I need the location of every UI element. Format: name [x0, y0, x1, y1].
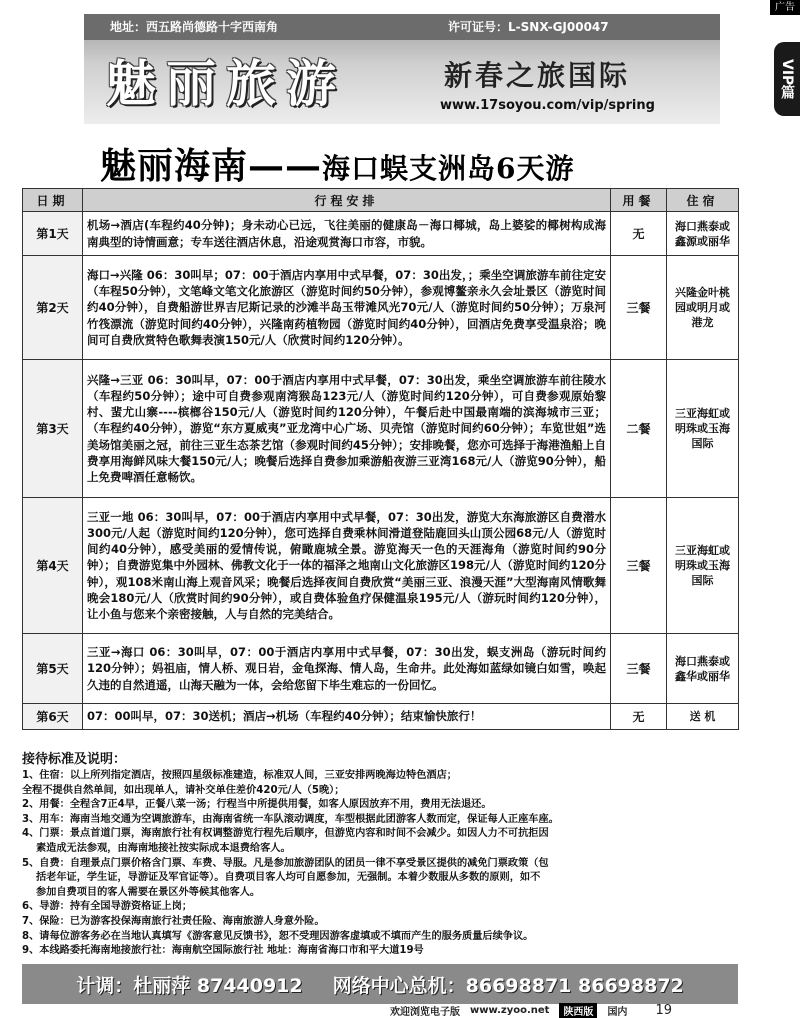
itinerary-cell: 海口→兴隆 06：30叫早；07：00于酒店内享用中式早餐，07：30出发，；乘坐空调旅游车前往定安（车程50分钟），文笔峰文笔文化旅游区（游览时间约50分钟），参观博鳌亲永久会址景区（游览时间约40分钟），自费船游世界吉尼斯记录的沙滩半岛玉带滩风光70元/人（游览时间约50分钟）；万泉河竹筏漂流（游览时间约40分钟），兴隆南药植物园（游览时间约40分钟），回酒店免费享受温泉浴；晚间可自费欣赏特色歌舞表演150元/人（欣赏时间约120分钟）。 — [83, 256, 611, 360]
brand-logo-text: 魅丽旅游 — [106, 54, 346, 113]
brand-subtitle: 新春之旅国际 — [444, 59, 631, 92]
page-title — [100, 138, 575, 189]
list-item: 括老年证，学生证，导游证及军官证等）。自费项目客人均可自愿参加，无强制。本着少数服从多数的原则，如不 — [36, 872, 541, 884]
list-item: 素造成无法参观，由海南地接社按实际成本退费给客人。 — [36, 842, 291, 854]
planner-contact: 计调：杜丽萍 87440912 — [76, 974, 303, 997]
list-item: 5、自费：自理景点门票价格含门票、车费、导服。凡是参加旅游团队的团员一律不享受景区提供的减免门票政策（包 — [22, 857, 549, 869]
table-row — [23, 704, 739, 730]
itinerary-cell: 07：00叫早，07：30送机；酒店→机场（车程约40分钟）；结束愉快旅行！ — [83, 704, 611, 730]
list-item: 1、住宿：以上所列指定酒店，按照四星级标准建造，标准双人间，三亚安排两晚海边特色酒店； — [22, 770, 457, 781]
day-cell: 第4天 — [23, 498, 83, 634]
table-row — [23, 212, 739, 256]
day-cell: 第6天 — [23, 704, 83, 730]
itinerary-cell: 机场→酒店(车程约40分钟)；身未动心已远，飞往美丽的健康岛－海口椰城，岛上婆娑的椰树构成海南典型的诗情画意；专车送往酒店休息，沿途观赏海口市容，市貌。 — [83, 212, 611, 256]
terms-list — [22, 769, 738, 959]
list-item: 8、请每位游客务必在当地认真填写《游客意见反馈书》，恕不受理因游客虚填或不填而产生的服务质量后续争议。 — [22, 930, 534, 942]
col-header-itinerary: 行程安排 — [83, 189, 611, 212]
footer-section: 国内 — [607, 1006, 628, 1018]
vip-section-tab[interactable]: VIP篇 — [774, 42, 800, 116]
list-item: 2、用餐：全程含7正4早，正餐八菜一汤；行程当中所提供用餐，如客人原因放弃不用，费用无法退还。 — [22, 799, 492, 811]
terms-section — [22, 748, 738, 959]
day-cell: 第3天 — [23, 360, 83, 498]
footer-site-link[interactable]: www.zyoo.net — [470, 1004, 550, 1016]
hotel-cell: 兴隆金叶桃园或明月或港龙 — [667, 256, 739, 360]
table-row — [23, 634, 739, 704]
itinerary-table — [22, 188, 739, 730]
license-number: 许可证号：L-SNX-GJ00047 — [448, 20, 609, 34]
list-item: 4、门票：景点首道门票，海南旅行社有权调整游览行程先后顺序，但游览内容和时间不会减少。如因人力不可抗拒因 — [22, 828, 549, 840]
title-sub: 海口蜈支洲岛6天游 — [322, 152, 575, 185]
terms-title: 接待标准及说明： — [22, 752, 127, 767]
meal-cell: 三餐 — [611, 498, 667, 634]
title-main: 魅丽海南—— — [100, 145, 323, 187]
hotel-cell: 三亚海虹或明珠或玉海国际 — [667, 498, 739, 634]
ad-badge: 广告 — [770, 0, 800, 15]
header-banner — [84, 14, 720, 124]
itinerary-cell: 兴隆→三亚 06：30叫早，07：00于酒店内享用中式早餐，07：30出发，乘坐空调旅游车前往陵水（车程约50分钟）；途中可自费参观南湾猴岛123元/人（游览时间约120分钟），可自费参观原始黎村、蜚尤山寨----槟榔谷150元/人（游览时间约120分钟），午餐后赴中国最南端的滨海城市三亚；（车程约40分钟），游览“东方夏威夷”亚龙湾中心广场、贝壳馆（游览时间约60分钟）；车览世姐”选美场馆美丽之冠，前往三亚生态茶艺馆（参观时间约45分钟）；安排晚餐，您亦可选择于海港渔船上自费享用海鲜风味大餐150元/人；晚餐后选择自费参加乘游船夜游三亚湾168元/人（游览90分钟），船上免费啤酒任意畅饮。 — [83, 360, 611, 498]
meal-cell: 三餐 — [611, 634, 667, 704]
meal-cell: 无 — [611, 212, 667, 256]
itinerary-cell: 三亚一地 06：30叫早，07：00于酒店内享用中式早餐，07：30出发，游览大东海旅游区自费潜水300元/人起（游览时间约120分钟），您可选择自费乘林间滑道登陆鹿回头山顶公园68元/人（游览时间约40分钟），感受美丽的爱情传说，俯瞰鹿城全景。游览海天一色的天涯海角（游览时间约90分钟）；自费游览集中外园林、佛教文化于一体的福泽之地南山文化旅游区198元/人（游览时间约120分钟），观108米南山海上观音风采；晚餐后选择夜间自费欣赏“美丽三亚、浪漫天涯”大型海南风情歌舞晚会180元/人（欣赏时间约90分钟），或自费体验鱼疗保健温泉195元/人（游玩时间约120分钟），让小鱼与您来个亲密接触，人与自然的完美结合。 — [83, 498, 611, 634]
brand-url-link[interactable]: www.17soyou.com/vip/spring — [440, 98, 655, 113]
contact-bar — [22, 964, 738, 1004]
region-badge: 陕西版 — [559, 1003, 597, 1018]
col-header-meals: 用餐 — [611, 189, 667, 212]
table-row — [23, 360, 739, 498]
table-row — [23, 498, 739, 634]
list-item: 3、用车：海南当地交通为空调旅游车，由海南省统一车队滚动调度，车型根据此团游客人数而定，保证每人正座车座。 — [22, 813, 559, 825]
meal-cell: 三餐 — [611, 256, 667, 360]
col-header-hotel: 住宿 — [667, 189, 739, 212]
list-item: 参加自费项目的客人需要在景区外等候其他客人。 — [36, 886, 261, 898]
day-cell: 第5天 — [23, 634, 83, 704]
list-item: 6、导游：持有全国导游资格证上岗； — [22, 901, 193, 913]
list-item: 7、保险：已为游客投保海南旅行社责任险、海南旅游人身意外险。 — [22, 915, 325, 927]
itinerary-cell: 三亚→海口 06：30叫早，07：00于酒店内享用中式早餐，07：30出发，蜈支洲岛（游玩时间约120分钟）；妈祖庙，情人桥、观日岩，金龟探海、情人岛，生命井。此处海如蓝绿如镜白如雪，唤起久违的自然逍遥，山海天融为一体，会给您留下毕生难忘的一份回忆。 — [83, 634, 611, 704]
hotel-cell: 三亚海虹或明珠或玉海国际 — [667, 360, 739, 498]
day-cell: 第2天 — [23, 256, 83, 360]
page-number: 19 — [655, 1002, 672, 1018]
agency-address: 地址：西五路尚德路十字西南角 — [110, 20, 279, 34]
col-header-date: 日期 — [23, 189, 83, 212]
meal-cell: 无 — [611, 704, 667, 730]
hotel-cell: 海口燕泰或鑫华或丽华 — [667, 634, 739, 704]
hotel-cell: 海口燕泰或鑫源或丽华 — [667, 212, 739, 256]
list-item: 全程不提供自然单间，如出现单人，请补交单住差价420元/人（5晚）； — [22, 784, 345, 796]
table-header-row — [23, 189, 739, 212]
footer-tagline: 欢迎浏览电子版 — [390, 1006, 460, 1018]
day-cell: 第1天 — [23, 212, 83, 256]
list-item: 9、本线路委托海南地接旅行社：海南航空国际旅行社 地址：海南省海口市和平大道19号 — [22, 945, 424, 957]
page-footer — [390, 1003, 672, 1017]
meal-cell: 二餐 — [611, 360, 667, 498]
hotline-contact: 网络中心总机：86698871 86698872 — [332, 974, 684, 997]
hotel-cell: 送 机 — [667, 704, 739, 730]
table-row — [23, 256, 739, 360]
